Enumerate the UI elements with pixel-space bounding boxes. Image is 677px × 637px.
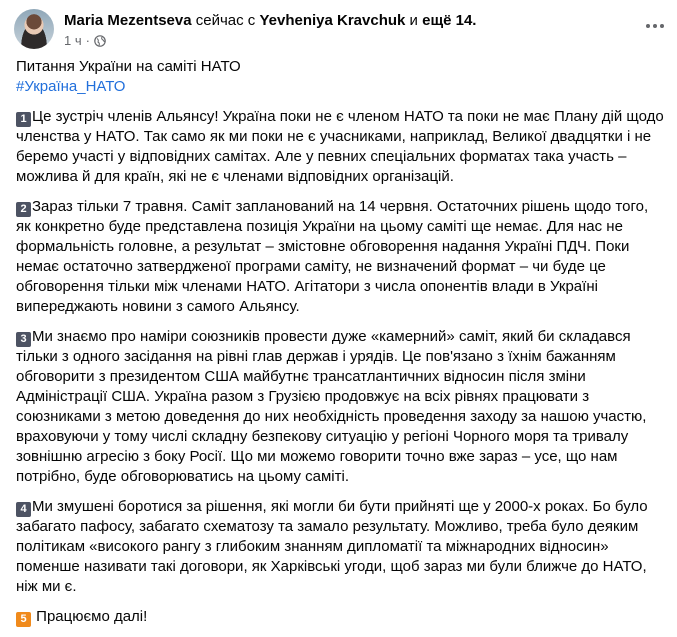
number-one-badge: 1 (16, 112, 31, 127)
paragraph-3 (16, 327, 664, 487)
more-options-icon[interactable] (640, 13, 670, 39)
paragraph-text: Це зустріч членів Альянсу! Україна поки не є членом НАТО та поки не має Плану дій щодо членства у НАТО. Так само як ми поки не є учасниками, наприклад, Великої двадцятки і не беремо участі у відповідних самітах. Але у певних спеціальних форматах така участь – можлива й для країн, які не є членами відповідних організацій. (16, 108, 664, 185)
paragraph-2 (16, 197, 664, 317)
post-header (14, 9, 664, 49)
paragraph-text: Ми змушені боротися за рішення, які могли би бути прийняті ще у 2000-х роках. Бо було забагато пафосу, забагато схематозу та замало результату. Можливо, треба було деяким політикам «високого рангу з глибоким знанням дипломатії та міжнародних відносин» поменше називати такі договори, як Харківські угоди, щоб зараз ми були ближче до НАТО, ніж ми є. (16, 498, 648, 595)
number-four-badge: 4 (16, 502, 31, 517)
and-text: и (409, 12, 418, 29)
paragraph-text: Зараз тільки 7 травня. Саміт запланований на 14 червня. Остаточних рішень щодо того, як конкретно буде представлена позиція України на цьому саміті ще немає. Для нас не формальність головне, а результат – змістовне обговорення надання Україні ПДЧ. Поки немає остаточно затвердженої програми саміту, не визначений формат – чи буде це обговорення тільки між членами НАТО. Агітатори з числа опонентів влади в Україні випереджають новини з самого Альянсу. (16, 198, 649, 315)
paragraph-text: Працюємо далі! (36, 608, 148, 625)
hashtag-link[interactable]: #Україна_НАТО (16, 78, 126, 95)
post-meta: 1 ч · (64, 33, 106, 49)
post-body (16, 57, 664, 637)
tagged-person-link[interactable]: Yevheniya Kravchuk (259, 12, 406, 29)
paragraph-5 (16, 607, 664, 627)
number-five-badge: 5 (16, 612, 31, 627)
with-text: сейчас с (195, 12, 256, 29)
globe-icon[interactable] (94, 35, 106, 47)
paragraph-1 (16, 107, 664, 187)
number-two-badge: 2 (16, 202, 31, 217)
author-name-link[interactable]: Maria Mezentseva (64, 12, 192, 29)
author-avatar[interactable] (14, 9, 54, 49)
post-title: Питання України на саміті НАТО (16, 58, 241, 75)
author-line (64, 12, 476, 30)
others-link[interactable]: ещё 14. (422, 12, 477, 29)
post-timestamp-link[interactable]: 1 ч (64, 33, 82, 48)
number-three-badge: 3 (16, 332, 31, 347)
paragraph-text: Ми знаємо про наміри союзників провести дуже «камерний» саміт, який би складався тільки з одного засідання на рівні глав держав і урядів. Це пов'язано з їхнім бажанням обговорити з президентом США майбутнє трансатлантичних відносин після зміни Адміністрації США. Україна разом з Грузією продовжує на всіх рівнях працювати з союзниками з метою доведення до них необхідність проведення заходу за нашою участю, враховуючи у тому числі складну безпекову ситуацію у регіоні Чорного моря та тривалу зовнішню агресію з боку Росії. Що ми можемо говорити точно вже зараз – усе, що нам потрібно, буде обговорюватись на цьому саміті. (16, 328, 647, 485)
paragraph-4 (16, 497, 664, 597)
